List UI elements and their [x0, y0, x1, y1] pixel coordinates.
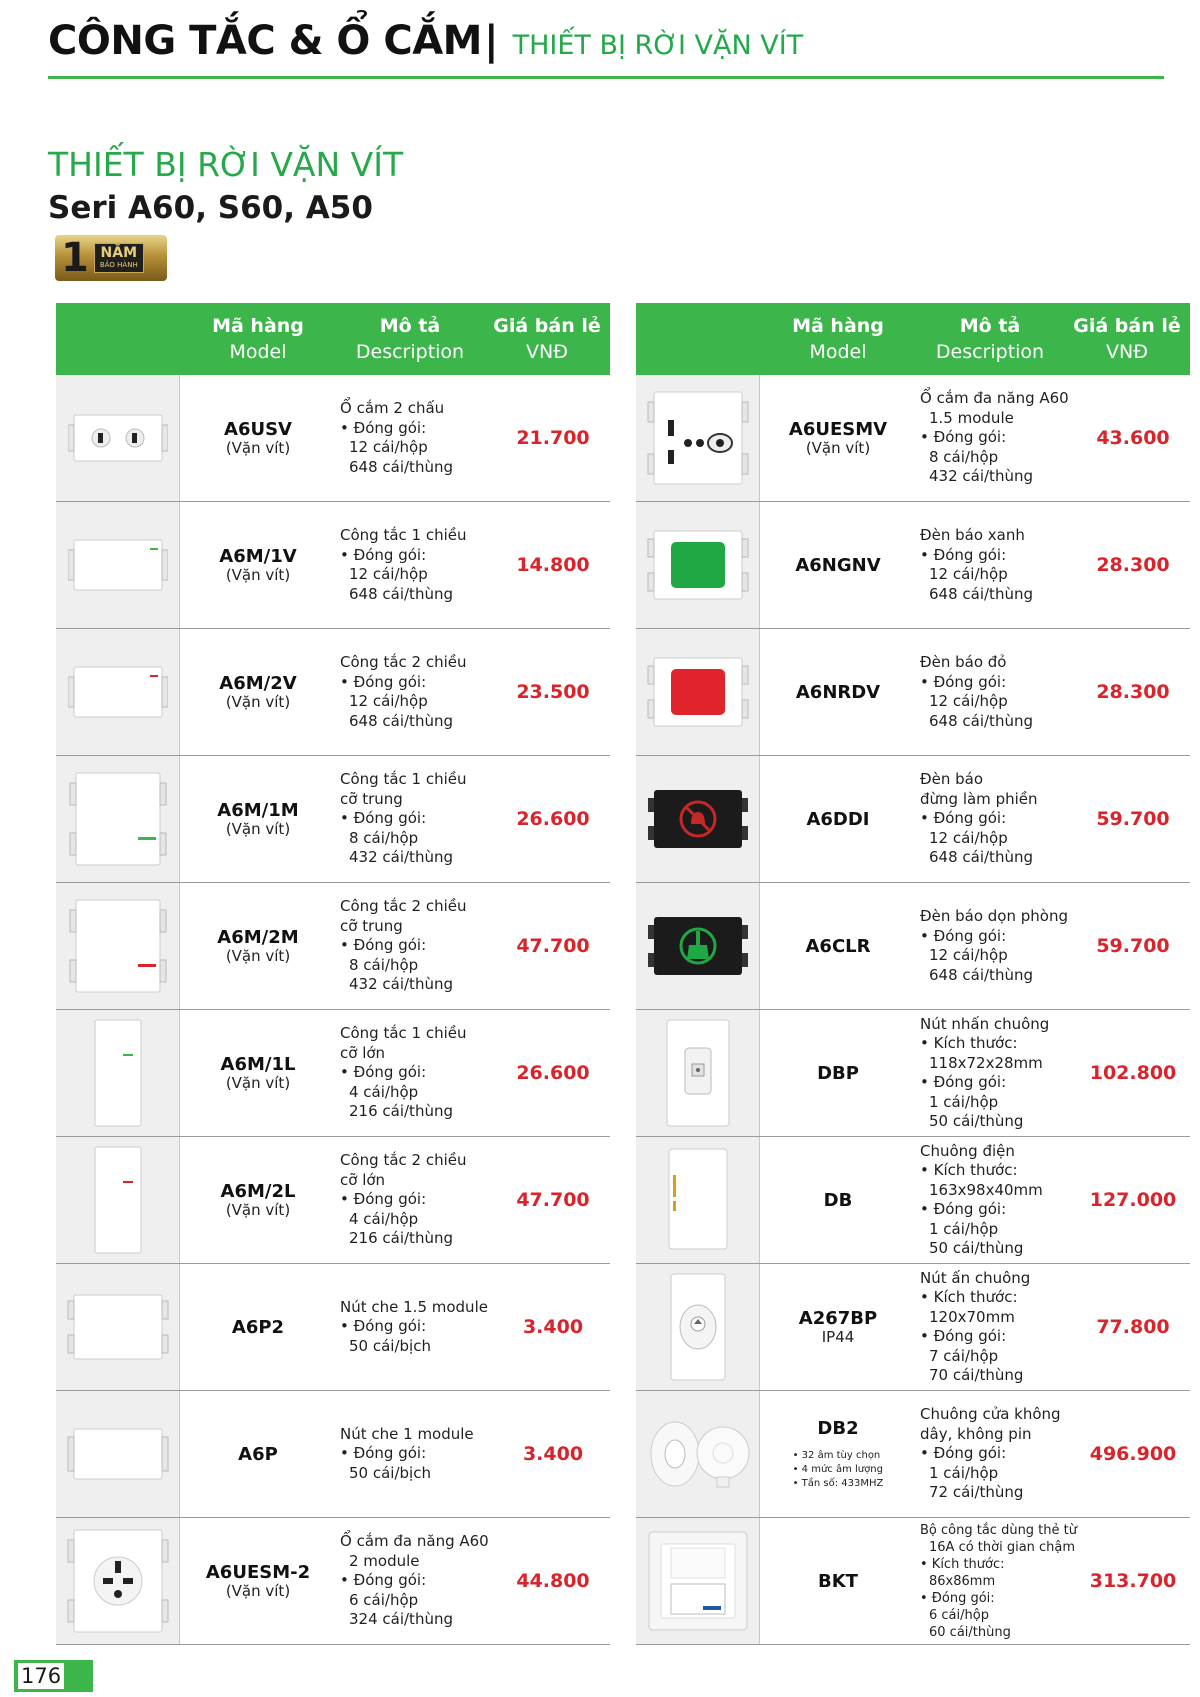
description-cell: [336, 375, 496, 501]
wireless-doorbell-icon: [636, 1391, 760, 1517]
description-line: 118x72x28mm: [929, 1053, 1043, 1072]
description-line: 12 cái/hộp: [349, 565, 428, 583]
header-title: CÔNG TẮC & Ổ CẮM: [48, 18, 482, 64]
table-row: [636, 629, 1190, 756]
table-row: [636, 1010, 1190, 1137]
table-row: [56, 1518, 610, 1645]
description-line: 12 cái/hộp: [929, 565, 1008, 583]
price-cell: [496, 1391, 610, 1517]
description-line: Nút nhấn chuông: [920, 1014, 1050, 1033]
header-desc-en: Description: [935, 341, 1045, 363]
price-cell: [496, 1518, 610, 1644]
description-line: • Đóng gói:: [340, 1190, 427, 1209]
price-value: 47.700: [516, 935, 590, 957]
model-cell: [180, 1391, 336, 1517]
description-line: 50 cái/thùng: [929, 1112, 1024, 1130]
description-line: • Đóng gói:: [340, 672, 427, 691]
model-code: A6UESM-2: [205, 1562, 311, 1583]
model-code: DB2: [817, 1417, 859, 1439]
model-note: (Vặn vít): [225, 1201, 291, 1219]
switch-1-way-icon: [56, 502, 180, 628]
table-row: [56, 502, 610, 629]
clean-room-indicator-icon: [636, 883, 760, 1009]
model-code: A6NGNV: [795, 554, 881, 576]
description-line: Ổ cắm đa năng A60: [920, 389, 1069, 408]
description-line: • Đóng gói:: [340, 1063, 427, 1082]
description-line: 60 cái/thùng: [929, 1624, 1011, 1640]
series-title: Seri A60, S60, A50: [48, 190, 373, 226]
description-line: cỡ lớn: [340, 1043, 386, 1062]
doorbell-button-ip44-icon: [636, 1264, 760, 1390]
description-line: 1 cái/hộp: [929, 1463, 999, 1482]
model-cell: [760, 629, 916, 755]
price-cell: [496, 1137, 610, 1263]
description-line: 648 cái/thùng: [349, 457, 453, 476]
warranty-label-box: [94, 243, 144, 273]
header-model: [760, 303, 916, 375]
description-line: Ổ cắm 2 chấu: [340, 399, 445, 417]
description-line: 12 cái/hộp: [929, 946, 1008, 964]
description-cell: [336, 1391, 496, 1517]
model-note: (Vặn vít): [225, 566, 291, 584]
description-line: Nút ấn chuông: [920, 1268, 1031, 1287]
price-value: 59.700: [1096, 935, 1170, 957]
model-cell: [760, 502, 916, 628]
model-cell: [180, 1010, 336, 1136]
page-number: 176: [18, 1663, 64, 1689]
description-line: 432 cái/thùng: [349, 975, 453, 994]
do-not-disturb-indicator-icon: [636, 756, 760, 882]
description-line: Công tắc 2 chiều: [340, 897, 467, 916]
price-value: 496.900: [1089, 1443, 1177, 1465]
price-cell: [496, 756, 610, 882]
description-line: • Đóng gói:: [920, 672, 1007, 691]
table-row: [56, 883, 610, 1010]
description-cell: [916, 1010, 1076, 1136]
header-model: [180, 303, 336, 375]
model-cell: [760, 1391, 916, 1517]
warranty-label: NĂM: [100, 245, 138, 261]
model-code: A6NRDV: [795, 681, 881, 703]
table-row: [56, 629, 610, 756]
table-row: [636, 1518, 1190, 1645]
description-line: • Kích thước:: [920, 1161, 1018, 1179]
description-line: 120x70mm: [929, 1307, 1015, 1326]
price-cell: [1076, 1264, 1190, 1390]
description-line: 7 cái/hộp: [929, 1346, 999, 1365]
description-line: 8 cái/hộp: [349, 828, 419, 847]
table-header: [636, 303, 1190, 375]
model-cell: [180, 1264, 336, 1390]
description-line: cỡ trung: [340, 916, 403, 935]
header-model-en: Model: [809, 341, 867, 363]
model-cell: [760, 883, 916, 1009]
table-body: [56, 375, 610, 1645]
description-line: 12 cái/hộp: [349, 438, 428, 456]
description-line: Nút che 1.5 module: [340, 1297, 488, 1316]
description-line: • Đóng gói:: [340, 1571, 427, 1590]
description-cell: [916, 756, 1076, 882]
model-code: A6USV: [224, 419, 292, 440]
description-line: Chuông điện: [920, 1141, 1015, 1160]
model-note: (Vặn vít): [225, 947, 291, 965]
price-cell: [496, 629, 610, 755]
description-line: Công tắc 2 chiều: [340, 653, 467, 671]
header-price-en: VNĐ: [1106, 341, 1148, 363]
feature-item: • 4 mức âm lượng: [792, 1463, 883, 1475]
description-cell: [336, 1010, 496, 1136]
header-price-vi: Giá bán lẻ: [493, 315, 601, 337]
description-line: 1.5 module: [929, 408, 1014, 427]
description-line: 216 cái/thùng: [349, 1102, 453, 1121]
table-row: [56, 756, 610, 883]
model-code: A6DDI: [806, 808, 870, 830]
header-image-col: [636, 303, 760, 375]
red-indicator-icon: [636, 629, 760, 755]
description-line: đừng làm phiền: [920, 789, 1038, 808]
model-cell: [760, 1518, 916, 1644]
model-code: DB: [823, 1189, 853, 1211]
table-row: [636, 1391, 1190, 1518]
description-cell: [336, 1137, 496, 1263]
price-cell: [496, 1264, 610, 1390]
header-image-col: [56, 303, 180, 375]
description-line: • Đóng gói:: [340, 545, 427, 564]
description-line: 648 cái/thùng: [349, 584, 453, 603]
model-cell: [180, 375, 336, 501]
price-value: 3.400: [522, 1316, 584, 1338]
doorbell-push-icon: [636, 1010, 760, 1136]
description-line: • Đóng gói:: [920, 1590, 995, 1606]
header-price-vi: Giá bán lẻ: [1073, 315, 1181, 337]
model-code: A6M/2V: [219, 673, 297, 694]
product-table-left: [56, 303, 610, 1645]
header-model-en: Model: [229, 341, 287, 363]
warranty-number: 1: [61, 235, 89, 281]
header-desc: [916, 303, 1064, 375]
description-line: Đèn báo xanh: [920, 526, 1025, 544]
model-cell: [180, 1137, 336, 1263]
header-price: [1064, 303, 1190, 375]
header-subtitle: THIẾT BỊ RỜI VẶN VÍT: [512, 30, 804, 61]
model-cell: [180, 1518, 336, 1644]
description-line: 50 cái/thùng: [929, 1239, 1024, 1257]
description-cell: [916, 1137, 1076, 1263]
price-cell: [496, 375, 610, 501]
price-value: 59.700: [1096, 808, 1170, 830]
table-row: [636, 756, 1190, 883]
model-cell: [760, 756, 916, 882]
description-line: 4 cái/hộp: [349, 1082, 419, 1101]
price-value: 26.600: [516, 1062, 590, 1084]
model-cell: [760, 375, 916, 501]
description-line: • Đóng gói:: [920, 809, 1007, 828]
description-cell: [336, 883, 496, 1009]
header-desc: [336, 303, 484, 375]
price-cell: [1076, 375, 1190, 501]
description-line: • Đóng gói:: [340, 809, 427, 828]
price-value: 44.800: [516, 1570, 590, 1592]
description-line: Nút che 1 module: [340, 1424, 474, 1443]
description-line: 8 cái/hộp: [929, 447, 999, 466]
model-note: (Vặn vít): [805, 439, 871, 457]
description-line: • Đóng gói:: [340, 1444, 427, 1463]
description-line: cỡ lớn: [340, 1170, 386, 1189]
table-row: [636, 1137, 1190, 1264]
price-value: 47.700: [516, 1189, 590, 1211]
model-cell: [180, 502, 336, 628]
section-title: THIẾT BỊ RỜI VẶN VÍT: [48, 145, 404, 184]
description-line: • Đóng gói:: [340, 936, 427, 955]
price-cell: [496, 1010, 610, 1136]
model-cell: [180, 883, 336, 1009]
price-cell: [1076, 1518, 1190, 1644]
price-value: 14.800: [516, 554, 590, 576]
header-price-en: VNĐ: [526, 341, 568, 363]
model-code: A6M/1V: [219, 546, 297, 567]
header-divider: [48, 76, 1164, 79]
model-code: A6M/2L: [220, 1181, 296, 1202]
table-row: [636, 375, 1190, 502]
price-cell: [1076, 1137, 1190, 1263]
description-line: 648 cái/thùng: [929, 848, 1033, 867]
table-row: [636, 502, 1190, 629]
description-line: 12 cái/hộp: [929, 692, 1008, 710]
blank-plate-1-icon: [56, 1391, 180, 1517]
description-line: 432 cái/thùng: [349, 848, 453, 867]
switch-2-way-large-icon: [56, 1137, 180, 1263]
description-line: Ổ cắm đa năng A60: [340, 1532, 489, 1551]
universal-socket-2-module-icon: [56, 1518, 180, 1644]
model-code: DBP: [817, 1062, 859, 1084]
description-line: • Đóng gói:: [920, 1327, 1007, 1345]
page-header: [48, 18, 803, 76]
table-row: [56, 375, 610, 502]
price-cell: [1076, 883, 1190, 1009]
price-value: 28.300: [1096, 681, 1170, 703]
price-value: 102.800: [1089, 1062, 1177, 1084]
model-code: A6P2: [231, 1316, 285, 1338]
description-cell: [916, 883, 1076, 1009]
description-line: Chuông cửa không: [920, 1405, 1061, 1424]
model-code: A6P: [238, 1443, 278, 1465]
price-cell: [1076, 629, 1190, 755]
description-line: 1 cái/hộp: [929, 1092, 999, 1111]
table-row: [56, 1137, 610, 1264]
header-model-vi: Mã hàng: [792, 315, 884, 337]
description-line: • Đóng gói:: [340, 418, 427, 437]
price-value: 43.600: [1096, 427, 1170, 449]
page-number-tab: [14, 1660, 93, 1692]
model-note: (Vặn vít): [225, 1582, 291, 1600]
description-line: 4 cái/hộp: [349, 1209, 419, 1228]
description-line: 648 cái/thùng: [929, 965, 1033, 984]
model-cell: [760, 1264, 916, 1390]
description-cell: [916, 1264, 1076, 1390]
description-cell: [916, 502, 1076, 628]
table-row: [56, 1264, 610, 1391]
description-cell: [916, 375, 1076, 501]
table-row: [56, 1010, 610, 1137]
price-value: 313.700: [1089, 1570, 1177, 1592]
header-desc-en: Description: [355, 341, 465, 363]
table-row: [56, 1391, 610, 1518]
universal-socket-1-5-module-icon: [636, 375, 760, 501]
model-cell: [180, 756, 336, 882]
model-note: (Vặn vít): [225, 439, 291, 457]
description-line: Đèn báo: [920, 770, 984, 789]
switch-1-way-medium-icon: [56, 756, 180, 882]
price-value: 26.600: [516, 808, 590, 830]
blank-plate-1-5-icon: [56, 1264, 180, 1390]
description-line: 72 cái/thùng: [929, 1483, 1024, 1502]
description-line: • Đóng gói:: [920, 1200, 1007, 1218]
description-line: 163x98x40mm: [929, 1180, 1043, 1199]
description-line: • Đóng gói:: [920, 545, 1007, 564]
description-cell: [336, 502, 496, 628]
table-body: [636, 375, 1190, 1645]
description-cell: [916, 1518, 1076, 1644]
price-value: 28.300: [1096, 554, 1170, 576]
description-line: Công tắc 2 chiều: [340, 1151, 467, 1170]
table-header: [56, 303, 610, 375]
description-cell: [336, 1264, 496, 1390]
model-cell: [180, 629, 336, 755]
model-note: IP44: [821, 1328, 855, 1346]
model-note: (Vặn vít): [225, 693, 291, 711]
header-desc-vi: Mô tả: [379, 315, 441, 337]
model-code: A6CLR: [805, 935, 871, 957]
description-line: 648 cái/thùng: [929, 711, 1033, 730]
description-line: 6 cái/hộp: [929, 1607, 989, 1623]
description-line: 8 cái/hộp: [349, 955, 419, 974]
description-line: • Kích thước:: [920, 1288, 1018, 1306]
description-line: Đèn báo dọn phòng: [920, 907, 1068, 925]
doorbell-icon: [636, 1137, 760, 1263]
description-line: • Đóng gói:: [920, 1444, 1007, 1463]
description-line: 12 cái/hộp: [349, 692, 428, 710]
price-value: 21.700: [516, 427, 590, 449]
description-line: 70 cái/thùng: [929, 1366, 1024, 1384]
description-line: 12 cái/hộp: [929, 828, 1008, 847]
model-cell: [760, 1010, 916, 1136]
header-model-vi: Mã hàng: [212, 315, 304, 337]
price-value: 3.400: [522, 1443, 584, 1465]
price-value: 127.000: [1089, 1189, 1177, 1211]
table-row: [636, 883, 1190, 1010]
model-code: A6M/1L: [220, 1054, 296, 1075]
switch-2-way-medium-icon: [56, 883, 180, 1009]
description-cell: [336, 629, 496, 755]
description-line: 6 cái/hộp: [349, 1590, 419, 1609]
price-cell: [1076, 1391, 1190, 1517]
description-line: Đèn báo đỏ: [920, 653, 1007, 671]
model-code: A6M/2M: [217, 927, 299, 948]
description-cell: [916, 629, 1076, 755]
header-desc-vi: Mô tả: [959, 315, 1021, 337]
description-line: • Đóng gói:: [920, 926, 1007, 945]
description-line: 648 cái/thùng: [929, 584, 1033, 603]
description-line: • Kích thước:: [920, 1556, 1005, 1572]
description-cell: [336, 756, 496, 882]
header-separator: |: [483, 18, 499, 64]
description-line: Công tắc 1 chiều: [340, 770, 467, 789]
price-cell: [496, 502, 610, 628]
price-cell: [1076, 502, 1190, 628]
description-line: • Đóng gói:: [920, 1073, 1007, 1091]
description-cell: [336, 1518, 496, 1644]
model-cell: [760, 1137, 916, 1263]
model-note: (Vặn vít): [225, 820, 291, 838]
description-line: • Kích thước:: [920, 1034, 1018, 1052]
description-line: Công tắc 1 chiều: [340, 1024, 467, 1043]
green-indicator-icon: [636, 502, 760, 628]
header-price: [484, 303, 610, 375]
description-line: 86x86mm: [929, 1573, 996, 1589]
description-line: 50 cái/bịch: [349, 1463, 431, 1482]
feature-item: • 32 âm tùy chọn: [792, 1449, 881, 1461]
feature-list: [793, 1449, 884, 1491]
price-cell: [1076, 756, 1190, 882]
model-code: BKT: [818, 1570, 858, 1592]
description-line: 1 cái/hộp: [929, 1219, 999, 1238]
socket-2-pin-icon: [56, 375, 180, 501]
description-line: • Đóng gói:: [920, 428, 1007, 447]
description-line: 50 cái/bịch: [349, 1336, 431, 1355]
description-line: 16A có thời gian chậm: [929, 1539, 1076, 1555]
description-line: 216 cái/thùng: [349, 1229, 453, 1248]
description-line: cỡ trung: [340, 789, 403, 808]
model-code: A6M/1M: [217, 800, 299, 821]
switch-2-way-icon: [56, 629, 180, 755]
model-code: A267BP: [798, 1308, 878, 1329]
model-code: A6UESMV: [788, 419, 888, 440]
price-cell: [1076, 1010, 1190, 1136]
description-line: dây, không pin: [920, 1424, 1032, 1443]
warranty-badge: [55, 235, 167, 281]
description-line: 432 cái/thùng: [929, 467, 1033, 486]
description-line: • Đóng gói:: [340, 1317, 427, 1336]
table-row: [636, 1264, 1190, 1391]
warranty-sub: BẢO HÀNH: [99, 261, 138, 269]
price-value: 23.500: [516, 681, 590, 703]
product-table-right: [636, 303, 1190, 1645]
switch-1-way-large-icon: [56, 1010, 180, 1136]
model-note: (Vặn vít): [225, 1074, 291, 1092]
key-card-switch-icon: [636, 1518, 760, 1644]
description-line: Bộ công tắc dùng thẻ từ: [920, 1522, 1077, 1538]
price-cell: [496, 883, 610, 1009]
description-line: 324 cái/thùng: [349, 1610, 453, 1629]
description-line: Công tắc 1 chiều: [340, 526, 467, 544]
description-line: 648 cái/thùng: [349, 711, 453, 730]
description-line: 2 module: [349, 1551, 420, 1570]
feature-item: • Tần số: 433MHZ: [792, 1477, 884, 1489]
description-cell: [916, 1391, 1076, 1517]
price-value: 77.800: [1096, 1316, 1170, 1338]
